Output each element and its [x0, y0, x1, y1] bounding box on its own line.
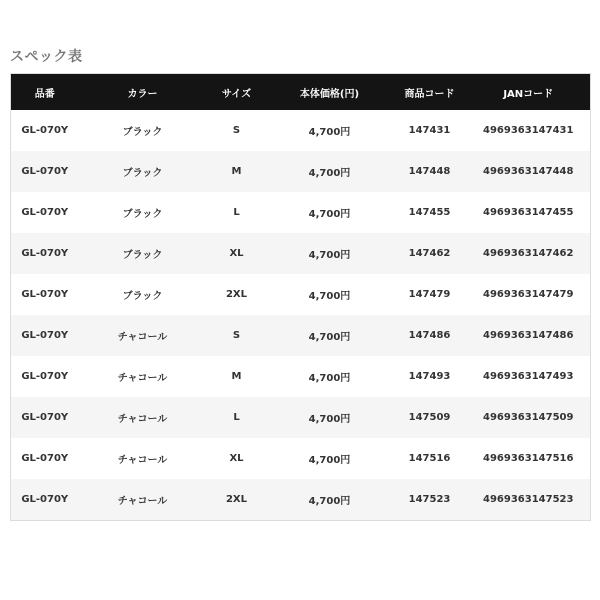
- cell-product-code: 147523: [408, 494, 451, 505]
- cell-product-number: GL-070Y: [21, 330, 69, 341]
- cell-size: L: [233, 207, 240, 218]
- table-row: [11, 151, 591, 192]
- table-row: [11, 479, 591, 521]
- cell-product-number: GL-070Y: [21, 371, 69, 382]
- header-jan-code: JANコード: [503, 88, 554, 100]
- table-row: [11, 110, 591, 151]
- table-row: [11, 274, 591, 315]
- cell-product-code: 147455: [408, 207, 451, 218]
- header-color: カラー: [127, 88, 158, 100]
- cell-product-code: 147431: [408, 125, 451, 136]
- cell-price: 4,700円: [308, 209, 351, 220]
- table-row: [11, 233, 591, 274]
- cell-size: L: [233, 412, 240, 423]
- cell-color: チャコール: [117, 332, 168, 343]
- cell-product-number: GL-070Y: [21, 248, 69, 259]
- spec-table: [10, 73, 591, 521]
- cell-size: 2XL: [225, 494, 248, 505]
- cell-color: チャコール: [117, 414, 168, 425]
- table-row: [11, 397, 591, 438]
- header-size: サイズ: [221, 88, 252, 100]
- cell-size: M: [231, 166, 242, 177]
- cell-jan-code: 4969363147486: [483, 330, 574, 341]
- cell-product-code: 147493: [408, 371, 451, 382]
- cell-price: 4,700円: [308, 373, 351, 384]
- cell-color: チャコール: [117, 455, 168, 466]
- table-row: [11, 192, 591, 233]
- cell-price: 4,700円: [308, 291, 351, 302]
- cell-size: M: [231, 371, 242, 382]
- cell-price: 4,700円: [308, 455, 351, 466]
- cell-price: 4,700円: [308, 168, 351, 179]
- cell-product-code: 147486: [408, 330, 451, 341]
- cell-jan-code: 4969363147431: [483, 125, 574, 136]
- cell-color: ブラック: [122, 209, 163, 220]
- table-row: [11, 356, 591, 397]
- cell-product-number: GL-070Y: [21, 453, 69, 464]
- cell-price: 4,700円: [308, 332, 351, 343]
- cell-color: チャコール: [117, 373, 168, 384]
- cell-jan-code: 4969363147493: [483, 371, 574, 382]
- cell-product-code: 147516: [408, 453, 451, 464]
- cell-price: 4,700円: [308, 414, 351, 425]
- cell-price: 4,700円: [308, 496, 351, 507]
- cell-size: XL: [229, 248, 244, 259]
- cell-product-number: GL-070Y: [21, 166, 69, 177]
- table-row: [11, 315, 591, 356]
- header-product-code: 商品コード: [404, 88, 455, 100]
- table-row: [11, 438, 591, 479]
- cell-jan-code: 4969363147462: [483, 248, 574, 259]
- cell-color: ブラック: [122, 291, 163, 302]
- cell-color: ブラック: [122, 250, 163, 261]
- cell-product-code: 147509: [408, 412, 451, 423]
- cell-color: ブラック: [122, 168, 163, 179]
- cell-size: XL: [229, 453, 244, 464]
- cell-product-code: 147479: [408, 289, 451, 300]
- cell-jan-code: 4969363147448: [483, 166, 574, 177]
- cell-product-number: GL-070Y: [21, 494, 69, 505]
- cell-product-number: GL-070Y: [21, 207, 69, 218]
- cell-jan-code: 4969363147479: [483, 289, 574, 300]
- cell-product-code: 147448: [408, 166, 451, 177]
- cell-jan-code: 4969363147523: [483, 494, 574, 505]
- cell-color: ブラック: [122, 127, 163, 138]
- table-header-row: [11, 74, 591, 111]
- header-price: 本体価格(円): [299, 88, 360, 100]
- cell-product-number: GL-070Y: [21, 289, 69, 300]
- cell-product-number: GL-070Y: [21, 412, 69, 423]
- cell-size: S: [232, 125, 241, 136]
- cell-size: 2XL: [225, 289, 248, 300]
- cell-price: 4,700円: [308, 127, 351, 138]
- cell-product-number: GL-070Y: [21, 125, 69, 136]
- cell-jan-code: 4969363147516: [483, 453, 574, 464]
- table-body: [11, 110, 591, 521]
- cell-color: チャコール: [117, 496, 168, 507]
- cell-price: 4,700円: [308, 250, 351, 261]
- cell-jan-code: 4969363147455: [483, 207, 574, 218]
- spec-table-title: スペック表: [10, 49, 83, 65]
- header-product-number: 品番: [34, 88, 55, 100]
- cell-size: S: [232, 330, 241, 341]
- cell-jan-code: 4969363147509: [483, 412, 574, 423]
- cell-product-code: 147462: [408, 248, 451, 259]
